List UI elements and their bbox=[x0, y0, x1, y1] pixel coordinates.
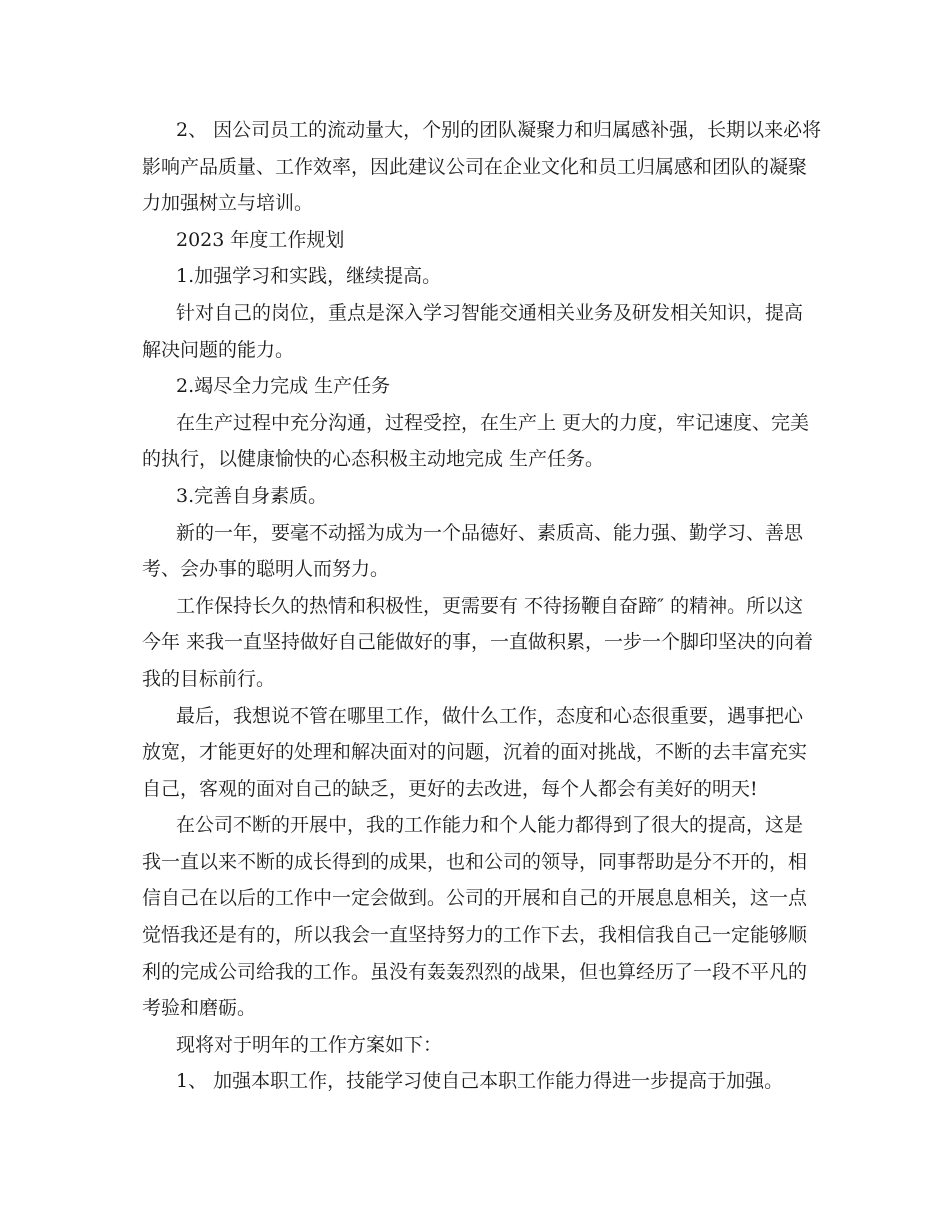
paragraph bbox=[142, 405, 822, 478]
text-line: 2.竭尽全力完成 生产任务 bbox=[176, 375, 391, 398]
text-line: 工作保持长久的热情和积极性，更需要有 不待扬鞭自奋蹄″ 的精神。所以这 bbox=[176, 594, 804, 617]
text-line: 我的目标前行。 bbox=[142, 667, 276, 690]
text-line: 1、 加强本职工作，技能学习使自己本职工作能力得进一步提高于加强。 bbox=[176, 1070, 784, 1093]
paragraph bbox=[142, 1063, 822, 1100]
text-line: 2023 年度工作规划 bbox=[176, 228, 345, 251]
text-line: 解决问题的能力。 bbox=[142, 338, 295, 361]
text-line: 考验和磨砺。 bbox=[142, 997, 257, 1020]
paragraph bbox=[142, 1027, 822, 1064]
text-line: 今年 来我一直坚持做好自己能做好的事，一直做积累，一步一个脚印坚决的向着 bbox=[142, 631, 814, 654]
paragraph bbox=[142, 807, 822, 1027]
text-line: 信自己在以后的工作中一定会做到。公司的开展和自己的开展息息相关，这一点 bbox=[142, 887, 808, 910]
text-line: 影响产品质量、工作效率，因此建议公司在企业文化和员工归属感和团队的凝聚 bbox=[142, 155, 808, 178]
text-line: 针对自己的岗位，重点是深入学习智能交通相关业务及研发相关知识，提高 bbox=[176, 301, 804, 324]
text-line: 力加强树立与培训。 bbox=[142, 192, 314, 215]
text-line: 在公司不断的开展中，我的工作能力和个人能力都得到了很大的提高，这是 bbox=[176, 814, 804, 837]
text-line: 自己，客观的面对自己的缺乏，更好的去改进，每个人都会有美好的明天! bbox=[142, 777, 758, 800]
text-line: 3.完善自身素质。 bbox=[176, 484, 328, 507]
paragraph bbox=[142, 698, 822, 808]
text-line: 的执行，以健康愉快的心态积极主动地完成 生产任务。 bbox=[142, 448, 605, 471]
text-line: 最后，我想说不管在哪里工作，做什么工作，态度和心态很重要，遇事把心 bbox=[176, 704, 804, 727]
text-line: 利的完成公司给我的工作。虽没有轰轰烈烈的战果，但也算经历了一段不平凡的 bbox=[142, 960, 808, 983]
paragraph bbox=[142, 515, 822, 588]
paragraph bbox=[142, 258, 822, 295]
paragraph bbox=[142, 478, 822, 515]
paragraph bbox=[142, 222, 822, 259]
paragraph bbox=[142, 588, 822, 698]
text-line: 考、会办事的聪明人而努力。 bbox=[142, 558, 390, 581]
document-body bbox=[142, 112, 822, 1100]
text-line: 1.加强学习和实践，继续提高。 bbox=[176, 265, 442, 288]
text-line: 新的一年，要毫不动摇为成为一个品德好、素质高、能力强、勤学习、善思 bbox=[176, 521, 804, 544]
paragraph bbox=[142, 295, 822, 368]
text-line: 觉悟我还是有的，所以我会一直坚持努力的工作下去，我相信我自己一定能够顺 bbox=[142, 924, 808, 947]
text-line: 在生产过程中充分沟通，过程受控，在生产上 更大的力度，牢记速度、完美 bbox=[176, 411, 810, 434]
paragraph bbox=[142, 368, 822, 405]
text-line: 现将对于明年的工作方案如下： bbox=[176, 1033, 443, 1056]
paragraph bbox=[142, 112, 822, 222]
text-line: 我一直以来不断的成长得到的成果，也和公司的领导，同事帮助是分不开的，相 bbox=[142, 850, 808, 873]
text-line: 放宽，才能更好的处理和解决面对的问题，沉着的面对挑战，不断的去丰富充实 bbox=[142, 741, 808, 764]
text-line: 2、 因公司员工的流动量大，个别的团队凝聚力和归属感补强，长期以来必将 bbox=[176, 119, 822, 141]
